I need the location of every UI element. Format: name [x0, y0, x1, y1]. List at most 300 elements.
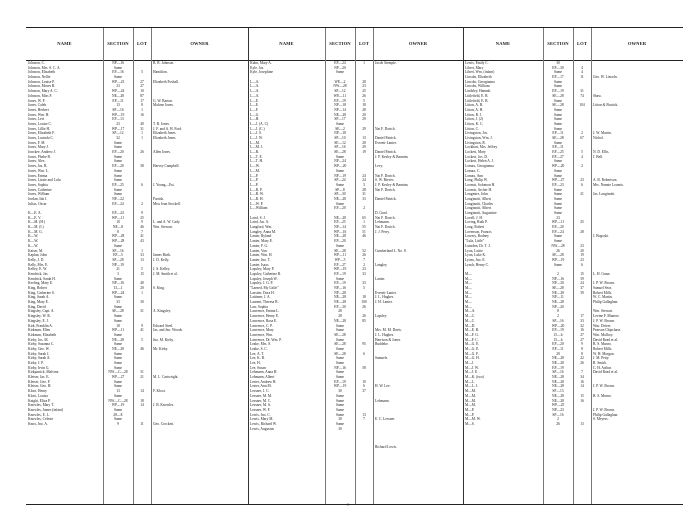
name-cell: L—J. S. [250, 131, 262, 136]
lot-cell: 23 [580, 257, 584, 262]
section-cell: Same [554, 262, 562, 267]
section-cell: 30 [338, 389, 342, 394]
lot-cell: 38 [140, 164, 144, 169]
owner-cell: Buddeke. [375, 342, 389, 347]
name-cell: Lee, A. T. [250, 351, 265, 356]
section-cell: SE—12 [334, 140, 346, 145]
lot-cell: 23 [580, 243, 584, 248]
section-cell: EP—19 [334, 281, 346, 286]
name-cell: Knowles, Celeste [28, 417, 54, 422]
block-rule [463, 28, 464, 504]
owner-cell: N. D. Ellis. [593, 150, 610, 155]
name-cell: M—J. E. [465, 370, 479, 375]
name-cell: Loving, Ruth P. [465, 220, 488, 225]
name-cell: K—M. G. [28, 229, 43, 234]
section-cell: SP—24 [334, 178, 346, 183]
name-cell: Jones, W. F. [28, 98, 46, 103]
section-cell: Same [114, 379, 122, 384]
section-cell: Same [336, 328, 344, 333]
name-cell: Lapsley, Mary P. [250, 267, 275, 272]
name-cell: Long, Philip W. [465, 178, 488, 183]
section-cell: Same [336, 361, 344, 365]
section-cell: NE—28 [552, 384, 564, 389]
name-cell: Lyon, Luke K. [465, 253, 486, 258]
section-cell: WP—20 [551, 323, 565, 328]
name-cell: M—S. [465, 421, 475, 426]
section-cell: SP—12 [112, 131, 124, 136]
name-cell: Jones, Sophia [28, 182, 48, 187]
section-cell: SE—28 [552, 136, 564, 140]
section-cell: WP—23 [111, 79, 125, 84]
owner-cell: J. F. and A. H. Ford. [153, 126, 183, 131]
section-cell: 20 [556, 351, 560, 356]
owner-cell: J. P. Kesley & Bannim. [375, 182, 409, 187]
name-cell: L—W. P. [250, 201, 264, 206]
section-cell: EP—20 [112, 164, 124, 169]
lot-header: LOT [136, 41, 147, 46]
name-cell: Jones, Lillie H. [28, 126, 50, 131]
lot-cell: 31 [140, 370, 144, 375]
section-cell: Same [554, 201, 562, 206]
name-cell: K—W. [28, 239, 39, 244]
owner-cell: Jacob Stemple. [375, 61, 397, 65]
name-cell: L—G. [250, 112, 260, 117]
section-cell: 9 [117, 421, 119, 426]
section-cell: NE—28 [552, 361, 564, 365]
name-cell: M—M. [465, 393, 476, 398]
section-cell: 30 [556, 61, 560, 65]
owner-cell: G. W. Barton. [153, 98, 173, 103]
name-cell: M—M. [465, 389, 476, 394]
section-cell: SP—16 [112, 248, 124, 253]
name-cell: Lanier, F. G. [250, 243, 269, 248]
lot-cell: 31 [140, 309, 144, 314]
name-cell: Lehmann, Albert [250, 375, 275, 380]
lot-cell: 15 [140, 271, 144, 276]
owner-cell: Harvey Campbell. [153, 164, 180, 169]
section-cell: 28—E [113, 412, 123, 417]
name-cell: Johnson, Moses B. [28, 84, 56, 89]
name-cell: K—M. (H.) [28, 220, 46, 225]
lot-cell: 51 [362, 229, 366, 234]
name-cell: M—E. R. [465, 328, 480, 333]
name-cell: Lawrence, Dr. Wm. P. [250, 337, 282, 342]
section-cell: WP—27 [111, 375, 125, 380]
owner-cell: Langley. [375, 262, 388, 267]
section-cell: SE—28 [334, 248, 346, 253]
owner-cell: R. Smith. [593, 361, 607, 365]
name-cell: Lincoln, Elizabeth [465, 75, 492, 80]
section-cell: Same [114, 356, 122, 361]
name-cell: Longinotti, Charles [465, 201, 493, 206]
name-cell: Knight, Eliza P. [28, 398, 51, 403]
name-cell: Kleiser, Geo. H. [28, 384, 52, 389]
name-cell: Lewis, Mary M. [250, 417, 274, 422]
section-cell: Same [114, 65, 122, 70]
name-cell: Lovenson, Francis [465, 229, 492, 234]
section-cell: EP—19 [334, 271, 346, 276]
lot-cell: 18 [362, 295, 366, 300]
section-cell: Same [336, 398, 344, 403]
section-cell: Same [336, 370, 344, 375]
name-cell: L—P. [250, 178, 259, 183]
lot-cell: 8 [581, 351, 583, 356]
name-cell: Kloot, Louisa [28, 393, 48, 398]
lot-cell: 23 [362, 84, 366, 89]
section-cell: NP—19 [334, 173, 346, 178]
owner-cell: J. S. Kelley. [153, 267, 171, 272]
owner-cell: Wm. Driver. [593, 323, 612, 328]
name-cell: L—J. (C.) [250, 126, 265, 131]
owner-cell: Nat F. Dortch. [375, 173, 396, 178]
owner-cell: J. D. Kelly. [153, 257, 170, 262]
name-cell: Lawrence, Mary [250, 328, 274, 333]
section-cell: EP—19 [552, 328, 564, 333]
name-cell: Litton, C. [465, 126, 479, 131]
lot-cell: 33 [580, 318, 584, 323]
name-cell: Lawrence, Rosa E. [250, 318, 278, 323]
section-cell: Same [554, 211, 562, 215]
section-cell: Same [114, 318, 122, 323]
name-cell: Kyle, Josephine [250, 70, 273, 75]
section-cell: Same [554, 187, 562, 192]
name-cell: Jones, Mary J. [28, 145, 49, 150]
section-cell: Same [336, 70, 344, 75]
lot-cell: 10 [140, 89, 144, 94]
section-cell: WP—16 [333, 229, 347, 234]
lot-cell: 7 [581, 370, 583, 375]
section-cell: Same [114, 243, 122, 248]
lot-cell: 27 [140, 84, 144, 89]
section-cell: Same [114, 187, 122, 192]
section-cell: 32 [116, 136, 120, 140]
name-cell: Lewis, Jno. C. [250, 412, 271, 417]
section-cell: NP—20 [334, 65, 346, 70]
name-cell: Jonckee, Andrew J. [28, 150, 56, 155]
owner-column [593, 61, 682, 503]
section-cell: NP—16 [112, 61, 124, 65]
lot-cell: 65 [362, 215, 366, 220]
lot-cell: 5 [141, 70, 143, 75]
name-cell: M—L. [465, 379, 475, 384]
name-cell: M—F. C. [465, 337, 479, 342]
section-cell: Same [114, 178, 122, 183]
lot-cell: 18 [140, 398, 144, 403]
name-cell: Langley, Anna M. [250, 229, 276, 234]
name-cell: Kelly, J. D. [28, 257, 45, 262]
lot-cell: 31 [580, 89, 584, 94]
section-cell: Same [554, 107, 562, 112]
lot-cell: 13 [362, 412, 366, 417]
name-cell: Lewis, Augustus [250, 426, 274, 431]
name-cell: Lehmann, Anna H. [250, 370, 278, 375]
section-cell: WE—2 [334, 79, 346, 84]
name-cell: Litton, A. B. [465, 103, 484, 108]
section-cell: 30 [338, 426, 342, 431]
section-cell: EP—19 [334, 98, 346, 103]
name-cell: Lewis, Emily C. [465, 61, 489, 65]
lot-cell: 27 [580, 332, 584, 337]
owner-column [153, 61, 247, 503]
owner-cell: Levine F. Munroe. [593, 314, 620, 319]
section-cell: Same [554, 117, 562, 122]
lot-header: LOT [576, 41, 587, 46]
section-cell: NE—28 [552, 379, 564, 384]
section-cell: WP—11 [333, 253, 347, 258]
name-cell: L—T. E. [250, 154, 263, 159]
owner-cell: Philip Gallaghan. [593, 300, 619, 305]
section-cell: NP—16 [112, 281, 124, 286]
name-cell: Litton, A. H. [465, 107, 484, 112]
section-cell: SE—28 [334, 150, 346, 155]
owner-cell: Samuel Sear. [593, 286, 612, 290]
name-cell: Lee, Susan [250, 365, 266, 370]
name-cell: Lattimer, J. A. [250, 295, 271, 300]
section-cell: NE—28 [334, 295, 346, 300]
lot-cell: 14 [140, 389, 144, 394]
name-cell: Lessner, M. A. [250, 403, 272, 408]
section-cell: 2 [557, 417, 559, 422]
section-cell: NE—28 [552, 375, 564, 380]
section-cell: NE—28 [552, 300, 564, 305]
owner-cell: David Read et al. [593, 337, 618, 342]
section-cell: 30 [338, 417, 342, 422]
section-cell: SE—2 [335, 126, 345, 131]
lot-cell: 104 [579, 103, 585, 108]
owner-cell: Edward Steel. [153, 323, 174, 328]
owner-cell [375, 455, 462, 460]
name-cell: Kingsley, Capt. A. [28, 309, 55, 314]
section-cell: EP—19 [552, 365, 564, 370]
section-cell: NE—28 [112, 346, 124, 351]
lot-cell: 25 [140, 215, 144, 220]
owner-cell: Hamilton. [153, 70, 168, 75]
name-column [250, 61, 324, 503]
name-header: NAME [495, 41, 511, 46]
lot-cell: 15 [580, 271, 584, 276]
column-rule [373, 28, 374, 504]
name-cell: Jones, Alex. [28, 159, 46, 164]
name-cell: Kleiser, Geo. F. [28, 379, 51, 384]
owner-cell: W. C. Martin. [593, 295, 613, 300]
owner-cell: J. P. W. Brown. [593, 318, 616, 323]
name-cell: L—A. [250, 84, 260, 89]
section-cell: Same [114, 417, 122, 422]
name-cell: Lee, H. [250, 361, 261, 365]
section-cell: 23 [556, 215, 560, 220]
lot-cell: 46 [140, 346, 144, 351]
name-cell: King, Catherine S. [28, 290, 55, 295]
lot-cell [356, 427, 372, 432]
lot-cell: 9 [581, 342, 583, 347]
lot-cell: 28 [362, 107, 366, 112]
section-cell: EP—20 [552, 342, 564, 347]
section-cell: Same [114, 393, 122, 398]
name-cell: K—E. V. [28, 215, 42, 220]
name-cell: Johnson, Miss F. [28, 93, 53, 98]
section-cell: WP—19 [111, 403, 125, 408]
section-cell: 2 [557, 271, 559, 276]
name-cell: Lessner, M. C. [250, 398, 272, 403]
lot-cell: 37 [580, 286, 584, 290]
lot-header: LOT [358, 41, 369, 46]
lot-cell: 11 [580, 75, 584, 80]
name-cell: Jones, William [28, 192, 50, 197]
section-cell: NP—11 [552, 295, 564, 300]
name-cell: L—T. H. [250, 159, 264, 164]
section-cell: Same [554, 239, 562, 244]
section-cell: NE—28 [334, 318, 346, 323]
name-cell: Julius, Oscar [28, 201, 47, 206]
name-cell: L—H. [250, 117, 260, 122]
section-cell: SP—28 [112, 257, 124, 262]
section-cell: Same [336, 121, 344, 126]
name-cell: Knowles, E. L. [28, 412, 50, 417]
name-cell: L—J. (A. C) [250, 121, 269, 126]
name-cell: Lynch, Henry C. [465, 262, 489, 267]
lot-cell: 6 [363, 384, 365, 389]
lot-cell: 95 [362, 342, 366, 347]
name-cell: Lester, Andrew H. [250, 379, 277, 384]
name-cell: M— [465, 271, 472, 276]
owner-cell: E. C. Lessner. [375, 417, 396, 422]
lot-cell: 16 [580, 398, 584, 403]
name-cell: Johnson, Mrs. S. C. A. [28, 65, 61, 70]
name-cell: Longinotti, Augustine [465, 211, 497, 215]
name-cell: Lincoln, William [465, 84, 490, 89]
name-cell: Kelley, E. W. [28, 267, 48, 272]
lot-cell: 29 [362, 117, 366, 122]
owner-cell: J. L. Hughes. [375, 295, 395, 300]
section-cell: 18 [116, 323, 120, 328]
section-cell: Same [114, 295, 122, 300]
name-cell: Lessner, J. C. [250, 389, 270, 394]
lot-cell: 37 [362, 389, 366, 394]
owner-cell: Allen Jones. [153, 150, 171, 155]
column-rule [591, 28, 592, 504]
section-cell: SP—16 [552, 318, 564, 323]
lot-cell: 17 [140, 98, 144, 103]
section-cell: NP—16 [334, 365, 346, 370]
lot-cell: 21 [580, 192, 584, 197]
owner-cell: Everett-Lanier. [375, 140, 397, 145]
section-cell: WP—28 [111, 239, 125, 244]
section-cell: Same [554, 234, 562, 239]
lot-cell: 14 [580, 384, 584, 389]
owner-cell: Harrison & Jones. [375, 337, 402, 342]
owner-cell: T. R. Jones. [153, 121, 170, 126]
owner-cell: Lanier. [375, 276, 386, 281]
section-cell: NE—28 [334, 196, 346, 201]
lot-cell: 46 [140, 225, 144, 230]
section-cell: NP—14 [334, 225, 346, 230]
owner-cell: J. M. Smith et al. [153, 271, 178, 276]
section-cell: 23 [116, 84, 120, 89]
owner-cell: Cumberland L. No. 8. [375, 248, 407, 253]
name-cell: Lapsley, Joseph W. [250, 276, 278, 281]
owner-cell: J. J. Perry. [375, 229, 390, 234]
section-cell: WP—24 [111, 89, 125, 94]
section-cell: WP—19 [111, 112, 125, 117]
owner-cell: Litton & Bostick. [593, 103, 619, 108]
name-cell: L—W. [250, 164, 260, 169]
section-header: SECTION [107, 41, 129, 46]
lot-cell: 9 [141, 220, 143, 225]
owner-cell: Daniel Patrick. [375, 150, 397, 155]
name-cell: Lincoln, Georgianna [465, 79, 495, 84]
lot-cell: 24 [362, 178, 366, 183]
owner-cell: H. W. Lee. [375, 384, 391, 389]
lot-cell: 1 [363, 220, 365, 225]
name-cell: M— [465, 304, 472, 309]
name-cell: Laird, S. J. [250, 215, 266, 220]
lot-cell: 4 [581, 70, 583, 75]
owner-cell: Robert Mills. [593, 290, 613, 295]
owner-cell: J. B. Knowles. [153, 403, 175, 408]
owner-cell: Richard Lewis. [375, 445, 397, 450]
owner-cell: Elizabeth Jones. [153, 131, 177, 136]
section-cell: Same [554, 112, 562, 117]
name-cell: Livingston, Wm. J. [465, 136, 493, 140]
name-cell: Littlefield, E. B. [465, 93, 489, 98]
name-cell: Lowery, Rodney [465, 234, 489, 239]
lot-cell: 1 [141, 131, 143, 136]
lot-column [356, 61, 372, 503]
lot-cell: 46 [362, 234, 366, 239]
section-cell: NP—28 [334, 290, 346, 295]
section-header: SECTION [547, 41, 569, 46]
section-cell: Same [114, 384, 122, 389]
name-cell: Lockert, Jos. D. [465, 154, 488, 159]
section-cell: Same [336, 323, 344, 328]
name-cell: Leake, Mrs. S. [250, 342, 272, 347]
owner-column [375, 61, 462, 503]
lot-cell: 52 [362, 248, 366, 253]
section-cell: NP—22 [112, 196, 124, 201]
section-cell: Same [336, 375, 344, 380]
owner-cell: F. Kloot. [153, 389, 166, 394]
name-cell: Longinotti, Albert [465, 196, 491, 201]
section-cell: NW—C—28 [108, 398, 128, 403]
lot-cell: 29 [362, 145, 366, 150]
name-cell: Lester, Ann M. [250, 384, 272, 389]
lot-cell: 13 [580, 421, 584, 426]
owner-cell: Parrish. [153, 196, 165, 201]
name-cell: King, Robert [28, 286, 47, 290]
cemetery-lot-register [26, 27, 683, 505]
section-cell: NW—28 [551, 243, 565, 248]
section-cell: 28 [338, 309, 342, 314]
section-cell: WP—25 [551, 403, 565, 408]
name-cell: M— [465, 290, 472, 295]
lot-cell: 74 [580, 93, 584, 98]
lot-cell: 16 [580, 379, 584, 384]
section-cell: NP—18 [334, 131, 346, 136]
section-cell: 15—b [553, 332, 563, 337]
lot-cell: 7 [363, 417, 365, 422]
name-cell: K—M. (I.) [28, 225, 44, 230]
lot-column [574, 61, 590, 503]
name-cell: Littlefield, E. B. [465, 98, 489, 103]
lot-cell: 34 [580, 375, 584, 380]
name-cell: Kirkman, Elizabeth [28, 332, 57, 337]
section-cell: Same [554, 192, 562, 197]
section-cell: Same [554, 98, 562, 103]
section-cell: WP—28 [111, 234, 125, 239]
owner-cell: Elizabeth Foshall. [153, 79, 179, 84]
section-cell: Same [336, 201, 344, 206]
name-cell: M—M. [465, 403, 476, 408]
